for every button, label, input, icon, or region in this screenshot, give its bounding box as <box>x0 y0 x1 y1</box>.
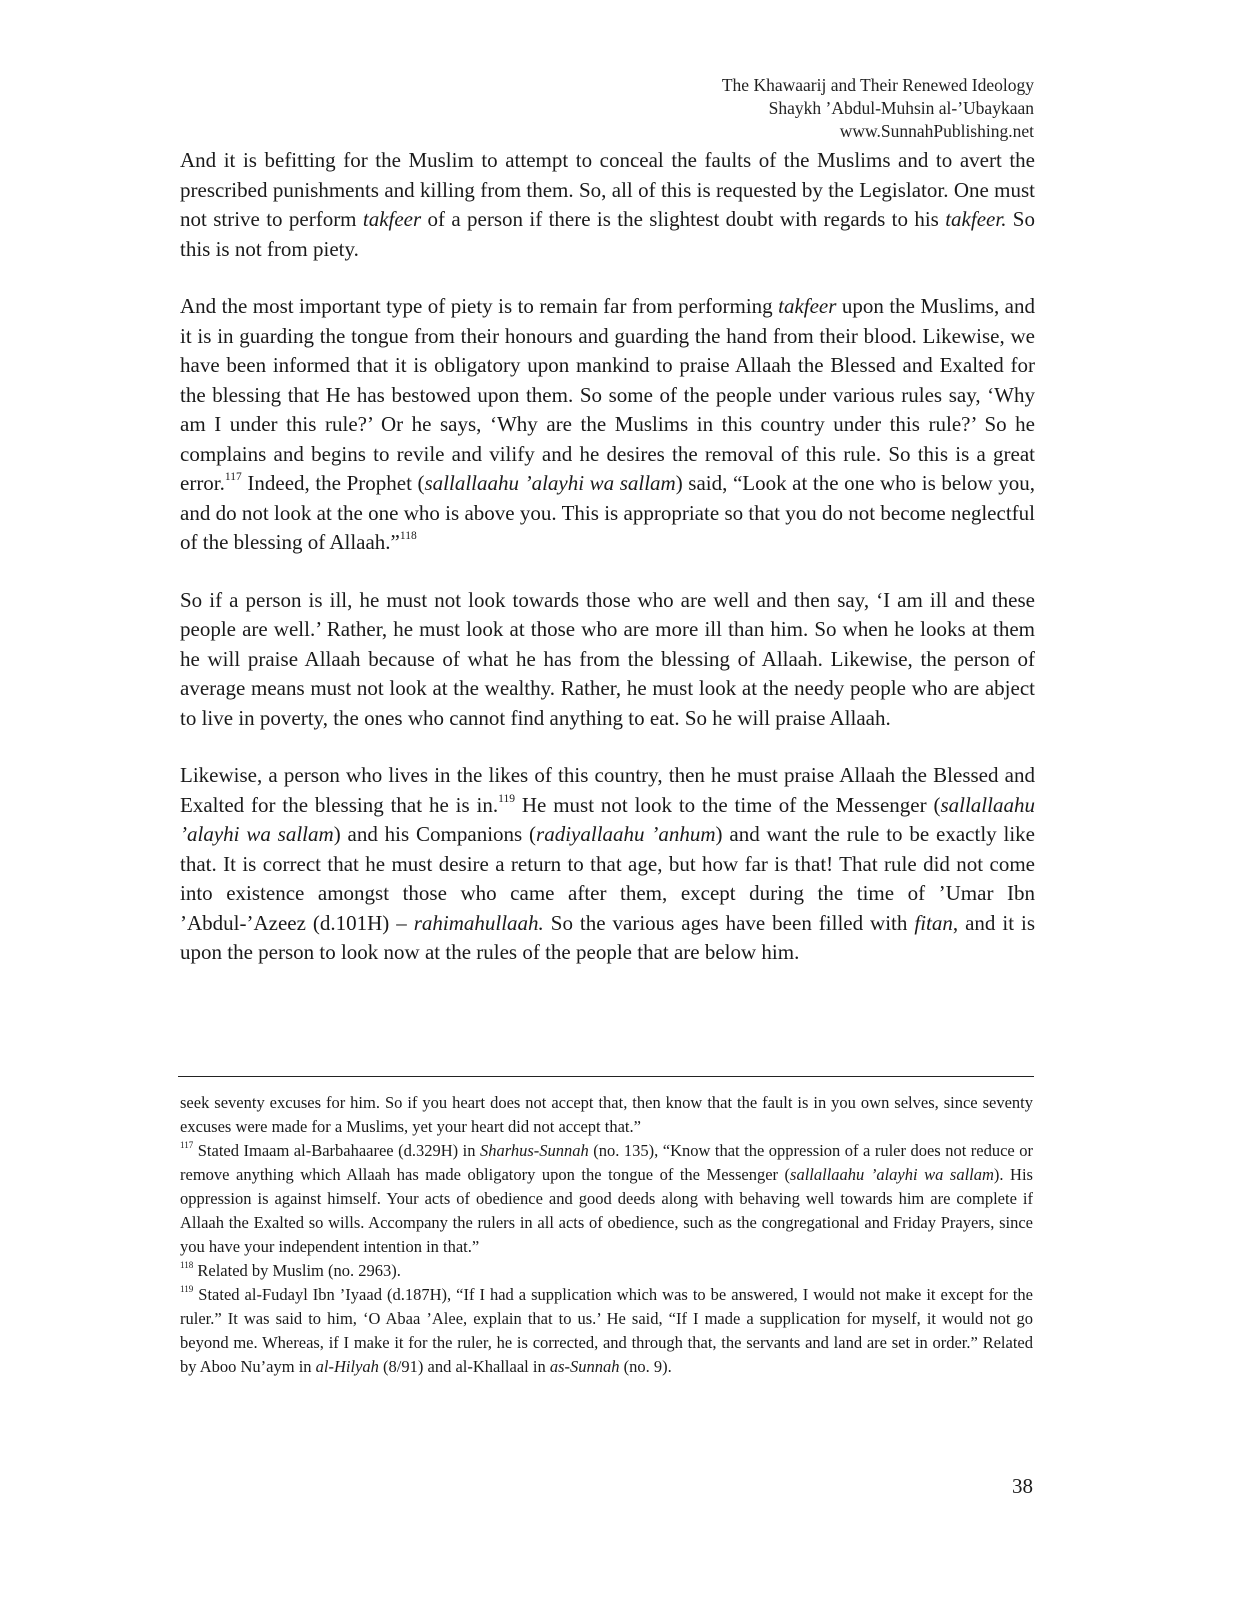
footnote-119: $^{119}$ Stated al-Fudayl Ibn ’Iyaad (d.187H), “If I had a supplication which was to be answered, I would not make it except for the ruler.” It was said to him, ‘O Abaa ’Alee, explain that to us.’ He said, “If I made a supplication for myself, it would not go beyond me. Whereas, if I make it for the ruler, he is corrected, and through that, the servants and land are set in order.” Related by Aboo Nu’aym in al-Hilyah (8/91) and al-Khallaal in as-Sunnah (no. 9). <box>180 1284 1033 1376</box>
header-book-title: The Khawaarij and Their Renewed Ideology <box>721 75 1034 95</box>
footnote-divider <box>178 1076 1034 1077</box>
footnote-118: $^{118}$ Related by Muslim (no. 2963). <box>180 1260 401 1280</box>
footnotes <box>180 1091 1033 1379</box>
running-header <box>722 74 1034 143</box>
main-text <box>180 146 1035 996</box>
footnote-117: $^{117}$ Stated Imaam al-Barbahaaree (d.329H) in Sharhus-Sunnah (no. 135), “Know that the oppression of a ruler does not reduce or remove anything which Allaah has made obligatory upon the tongue of the Messenger (sallallaahu ’alayhi wa sallam). His oppression is against himself. Your acts of obedience and good deeds along with behaving well towards him are complete if Allaah the Exalted so wills. Accompany the rulers in all acts of obedience, such as the congregational and Friday Prayers, since you have your independent intention in that.” <box>180 1140 1033 1256</box>
page-number: 38 <box>1012 1474 1033 1498</box>
paragraph-1: And it is befitting for the Muslim to attempt to conceal the faults of the Muslims and to avert the prescribed punishments and killing from them. So, all of this is requested by the Legislator. One must not strive to perform takfeer of a person if there is the slightest doubt with regards to his takfeer. So this is not from piety. <box>180 148 1035 261</box>
header-author: Shaykh ’Abdul-Muhsin al-’Ubaykaan <box>768 98 1034 118</box>
footnote-ref-118: 118 <box>399 530 417 543</box>
paragraph-3: So if a person is ill, he must not look towards those who are well and then say, ‘I am ill and these people are well.’ Rather, he must look at those who are more ill than him. So when he looks at them he will praise Allaah because of what he has from the blessing of Allaah. Likewise, the person of average means must not look at the wealthy. Rather, he must look at the needy people who are abject to live in poverty, the ones who cannot find anything to eat. So he will praise Allaah. <box>180 587 1035 730</box>
footnote-ref-117: 117 <box>224 471 242 484</box>
header-website: www.SunnahPublishing.net <box>839 121 1034 141</box>
paragraph-4: Likewise, a person who lives in the likes of this country, then he must praise Allaah the Blessed and Exalted for the blessing that he is in.$^{119}$ He must not look to the time of the Messenger (sallallaahu ’alayhi wa sallam) and his Companions (radiyallaahu ’anhum) and want the rule to be exactly like that. It is correct that he must desire a return to that age, but how far is that! That rule did not come into existence amongst those who came after them, except during the time of ’Umar Ibn ’Abdul-’Azeez (d.101H) – rahimahullaah. So the various ages have been filled with fitan, and it is upon the person to look now at the rules of the people that are below him. <box>180 763 1036 964</box>
footnote-ref-119: 119 <box>498 792 515 805</box>
paragraph-2: And the most important type of piety is to remain far from performing takfeer upon the Muslims, and it is in guarding the tongue from their honours and guarding the hand from their blood. Likewise, we have been informed that it is obligatory upon mankind to praise Allaah the Blessed and Exalted for the blessing that He has bestowed upon them. So some of the people under various rules say, ‘Why am I under this rule?’ Or he says, ‘Why are the Muslims in this country under this rule?’ So he complains and begins to revile and vilify and he desires the removal of this rule. So this is a great error.$^{117}$ Indeed, the Prophet (sallallaahu ’alayhi wa sallam) said, “Look at the one who is below you, and do not look at the one who is above you. This is appropriate so that you do not become neglectful of the blessing of Allaah.”$^{118}$ <box>180 294 1035 554</box>
footnote-continuation: seek seventy excuses for him. So if you heart does not accept that, then know that the fault is in you own selves, since seventy excuses were made for a Muslims, yet your heart did not accept that.” <box>180 1093 1033 1136</box>
